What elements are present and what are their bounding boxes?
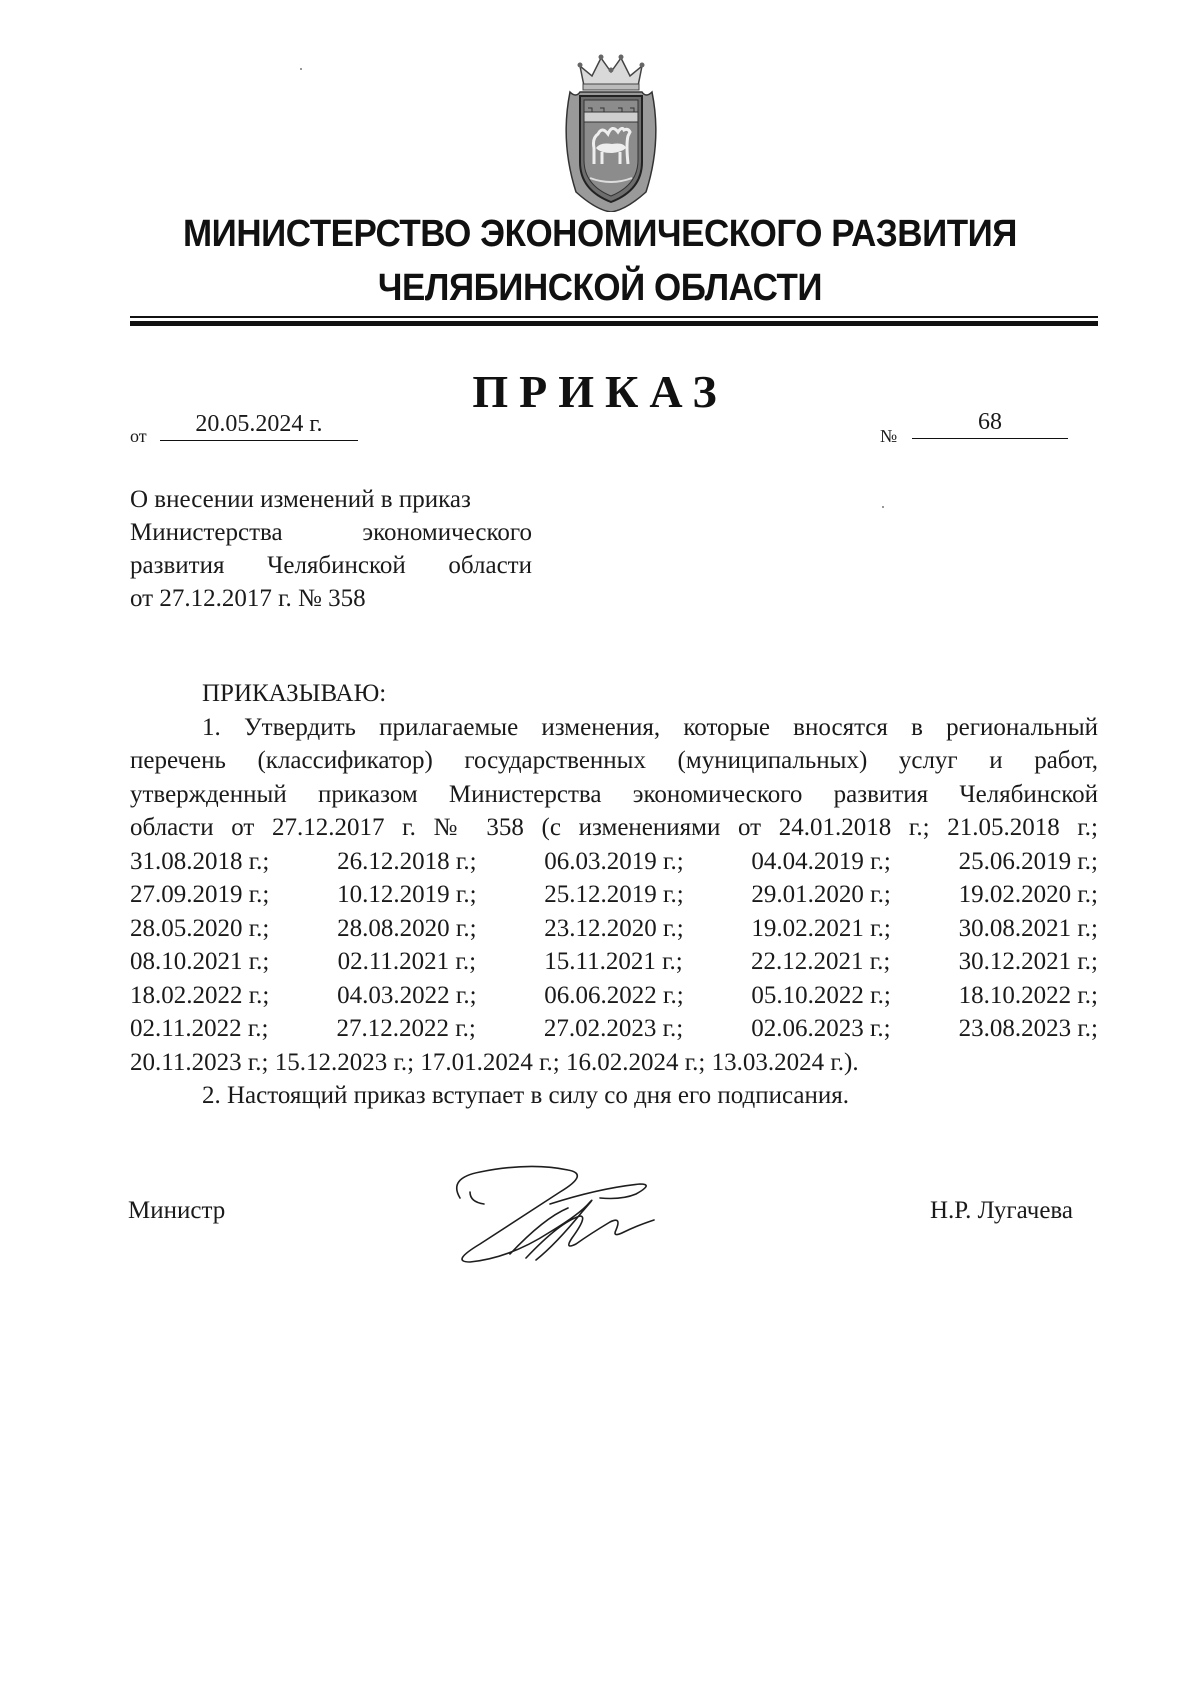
subject-line: Министерства экономического (130, 519, 532, 546)
amendment-date: 10.12.2019 г.; (337, 881, 477, 908)
amendment-date: 27.02.2023 г.; (543, 1015, 684, 1042)
date-row (130, 912, 1098, 946)
amendment-date: 18.02.2022 г.; (130, 981, 270, 1009)
amendment-date: 23.12.2020 г.; (544, 914, 684, 942)
amendment-date: 28.05.2020 г.; (130, 914, 270, 942)
amendment-date: 29.01.2020 г.; (751, 881, 891, 908)
body-line: утвержденный приказом Министерства экономического развития Челябинской (130, 780, 1098, 808)
body-line: перечень (классификатор) государственных (муниципальных) услуг и работ, (130, 747, 1098, 774)
body-line: области от 27.12.2017 г. № 358 (с изменениями от 24.01.2018 г.; 21.05.2018 г.; (130, 814, 1098, 841)
date-label: от (130, 426, 147, 446)
amendment-date: 15.11.2021 г.; (544, 948, 683, 975)
scan-speck (300, 68, 302, 70)
ministry-name-line2: ЧЕЛЯБИНСКОЙ ОБЛАСТИ (377, 267, 823, 309)
amendment-date: 28.08.2020 г.; (337, 914, 477, 942)
amendment-date: 30.08.2021 г.; (958, 914, 1098, 942)
subject-line: развития Челябинской области (130, 552, 532, 579)
amendment-date: 31.08.2018 г.; (130, 847, 270, 875)
amendment-date: 02.06.2023 г.; (751, 1015, 891, 1042)
signatory-position: Министр (128, 1197, 226, 1224)
document-title: ПРИКАЗ (472, 366, 728, 417)
amendment-date: 04.03.2022 г.; (337, 981, 477, 1009)
date-row (130, 845, 1098, 879)
amendment-date: 02.11.2021 г.; (337, 948, 477, 975)
amendment-date: 27.12.2022 г.; (336, 1015, 476, 1042)
header-divider-thick (130, 321, 1098, 326)
signatory-name: Н.Р. Лугачева (930, 1197, 1074, 1224)
amendment-date: 27.09.2019 г.; (130, 881, 270, 908)
amendment-date: 02.11.2022 г.; (130, 1015, 269, 1042)
order-subject (130, 483, 532, 615)
amendment-date: 06.06.2022 г.; (544, 981, 684, 1009)
date-row (130, 1012, 1098, 1046)
scan-speck (882, 506, 884, 508)
subject-line: О внесении изменений в приказ (130, 486, 471, 513)
amendment-date: 23.08.2023 г.; (958, 1015, 1098, 1042)
amendment-date: 18.10.2022 г.; (958, 981, 1098, 1009)
amendment-date: 06.03.2019 г.; (544, 847, 684, 875)
order-number: 68 (912, 406, 1068, 439)
amendment-date: 05.10.2022 г.; (751, 981, 891, 1009)
amendment-date: 30.12.2021 г.; (958, 948, 1098, 975)
ministry-name-line1: МИНИСТЕРСТВО ЭКОНОМИЧЕСКОГО РАЗВИТИЯ (183, 213, 1017, 255)
handwritten-signature (440, 1158, 700, 1278)
order-body (130, 677, 1098, 1113)
date-row (130, 945, 1098, 979)
amendment-date: 08.10.2021 г.; (130, 948, 270, 975)
amendment-date: 19.02.2020 г.; (958, 881, 1098, 908)
subject-line: от 27.12.2017 г. № 358 (130, 585, 366, 612)
amendment-date: 26.12.2018 г.; (337, 847, 477, 875)
directive-heading: ПРИКАЗЫВАЮ: (202, 680, 387, 707)
amendment-date: 19.02.2021 г.; (751, 914, 891, 942)
number-label: № (880, 426, 898, 446)
amendment-date: 22.12.2021 г.; (750, 948, 891, 975)
ministry-name (0, 207, 1200, 315)
order-date: 20.05.2024 г. (160, 408, 358, 441)
body-line: 20.11.2023 г.; 15.12.2023 г.; 17.01.2024 г.; 16.02.2024 г.; 13.03.2024 г.). (130, 1048, 859, 1076)
body-line-item2: 2. Настоящий приказ вступает в силу со дня его подписания. (202, 1082, 850, 1109)
body-line: 1. Утвердить прилагаемые изменения, которые вносятся в региональный (202, 713, 1098, 741)
amendment-date: 04.04.2019 г.; (751, 847, 891, 875)
date-row (130, 979, 1098, 1013)
amendment-date: 25.06.2019 г.; (958, 847, 1098, 875)
amendment-date: 25.12.2019 г.; (544, 881, 684, 908)
header-divider-thin (130, 316, 1098, 318)
date-row (130, 878, 1098, 912)
coat-of-arms-icon (556, 52, 666, 212)
